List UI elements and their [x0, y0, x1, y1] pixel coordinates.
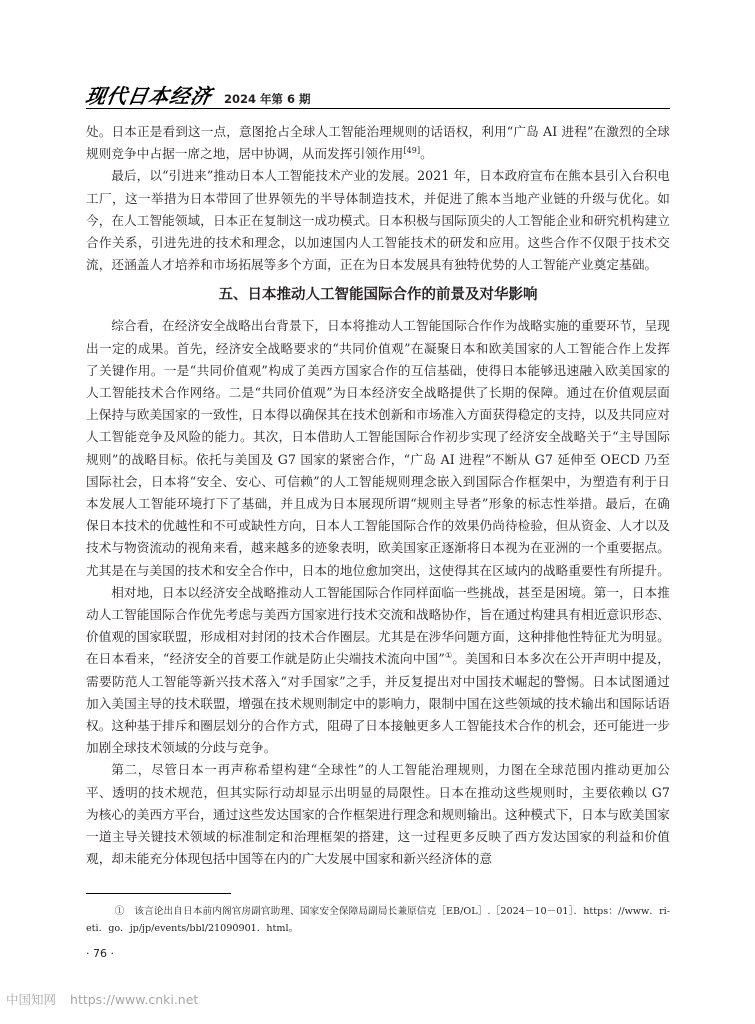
issue-label: 2024 年第 6 期 — [224, 92, 311, 106]
citation: [49] — [403, 146, 421, 156]
paragraph: 最后，以“引进来”推动日本人工智能技术产业的发展。2021 年，日本政府宣布在熊本县引入台积电工厂，这一举措为日本带回了世界领先的半导体制造技术，并促进了熊本当地产业链的升级与优化。如今，在人工智能领域，日本正在复制这一成功模式。日本积极与国际顶尖的人工智能企业和研究机构建立合作关系，引进先进的技术和理念，以加速国内人工智能技术的研发和应用。这些合作不仅限于技术交流，还涵盖人才培养和市场拓展等多个方面，正在为日本发展具有独特优势的人工智能产业奠定基础。 — [86, 168, 670, 273]
footnote-rule — [86, 893, 231, 894]
page-number: · 76 · — [86, 947, 114, 960]
watermark-site: 中国知网 — [6, 992, 57, 1007]
footnote: ① 该言论出自日本前内阁官房副官助理、国家安全保障局副局长兼原信克［EB/OL］.［2024－10－01］．https：//www．ri-eti．go．jp/jp/events/bbl/21090901．html。 — [86, 906, 670, 934]
paragraph: 综合看，在经济安全战略出台背景下，日本将推动人工智能国际合作作为战略实施的重要环节，呈现出一定的成果。首先，经济安全战略要求的“共同价值观”在凝聚日本和欧美国家的人工智能合作上发挥了关键作用。一是“共同价值观”构成了美西方国家合作的互信基础，使得日本能够迅速融入欧美国家的人工智能技术合作网络。二是“共同价值观”为日本经济安全战略提供了长期的保障。通过在价值观层面上保持与欧美国家的一致性，日本得以确保其在技术创新和市场准入方面获得稳定的支持，以及共同应对人工智能竞争及风险的能力。其次，日本借助人工智能国际合作初步实现了经济安全战略关于“主导国际规则”的战略目标。依托与美国及 G7 国家的紧密合作，“广岛 AI 进程”不断从 G7 延伸至 OECD 乃至国际社会，日本将“安全、安心、可信赖”的人工智能规则理念嵌入到国际合作框架中，为塑造有利于日本发展人工智能环境打下了基础，并且成为日本展现所谓“规则主导者”形象的标志性举措。最后，在确保日本技术的优越性和不可或缺性方向，日本人工智能国际合作的效果仍尚待检验，但从资金、人才以及技术与物资流动的视角来看，越来越多的迹象表明，欧美国家正逐渐将日本视为在亚洲的一个重要据点。尤其是在与美国的技术和安全合作中，日本的地位愈加突出，这使得其在区域内的战略重要性有所提升。 — [86, 318, 670, 578]
paragraph: 第二，尽管日本一再声称希望构建“全球性”的人工智能治理规则，力图在全球范围内推动更加公平、透明的技术规范，但其实际行动却显示出明显的局限性。日本在推动这些规则时，主要依赖以 G7 为核心的美西方平台，通过这些发达国家的合作框架进行理念和规则输出。这种模式下，日本与欧美国家一道主导关键技术领域的标准制定和治理框架的搭建，这一过程更多反映了西方发达国家的利益和价值观，却未能充分体现包括中国等在内的广大发展中国家和新兴经济体的意 — [86, 762, 670, 867]
header-rule — [86, 108, 670, 109]
footnote-marker: ① — [444, 651, 453, 661]
watermark-url[interactable]: https://www.cnki.net — [70, 992, 199, 1007]
paragraph: 相对地，日本以经济安全战略推动人工智能国际合作同样面临一些挑战，甚至是困境。第一，日本推动人工智能国际合作优先考虑与美西方国家进行技术交流和战略协作，旨在通过构建具有相近意识形态、价值观的国家联盟，形成相对封闭的技术合作圈层。尤其是在涉华问题方面，这种排他性特征尤为明显。在日本看来，“经济安全的首要工作就是防止尖端技术流向中国”①。美国和日本多次在公开声明中提及，需要防范人工智能等新兴技术落入“对手国家”之手，并反复提出对中国技术崛起的警惕。日本试图通过加入美国主导的技术联盟，增强在技术规则制定中的影响力，限制中国在这些领域的技术输出和国际话语权。这种基于排斥和圈层划分的合作方式，阻碍了日本接触更多人工智能技术合作的机会，还可能进一步加剧全球技术领域的分歧与竞争。 — [86, 584, 670, 756]
section-heading: 五、日本推动人工智能国际合作的前景及对华影响 — [218, 287, 538, 304]
article-body — [86, 121, 670, 871]
paragraph: 处。日本正是看到这一点，意图抢占全球人工智能治理规则的话语权，利用“广岛 AI 进程”在激烈的全球规则竞争中占据一席之地，居中协调，从而发挥引领作用[49]。 — [86, 124, 670, 162]
running-header — [83, 80, 311, 109]
watermark — [6, 990, 198, 1008]
journal-logo: 现代日本经济 — [83, 84, 214, 108]
